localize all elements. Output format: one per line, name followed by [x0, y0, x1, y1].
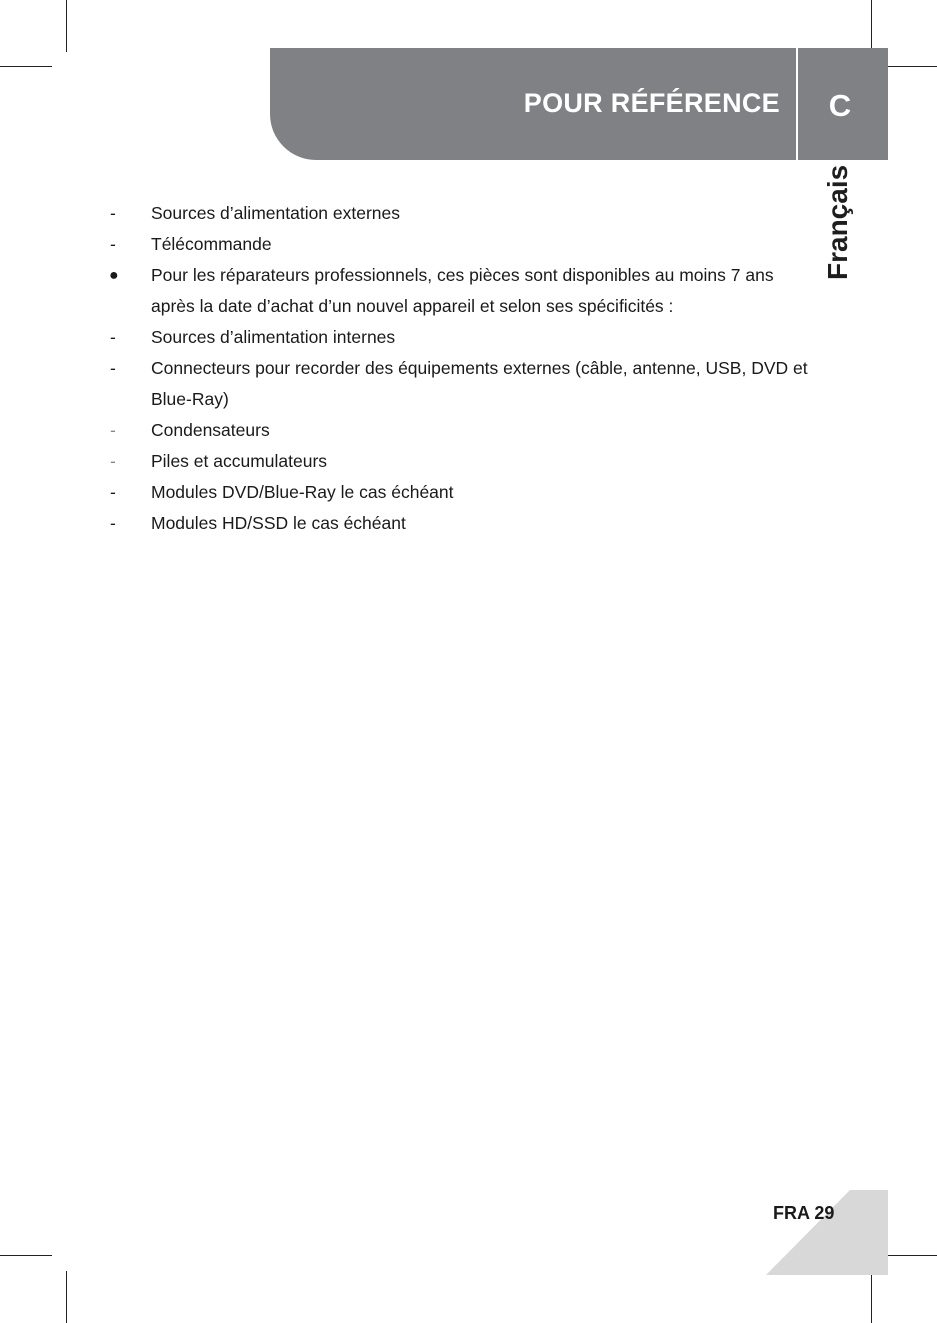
crop-mark [885, 1255, 937, 1256]
language-label: Français [822, 164, 853, 280]
list-item [0, 353, 937, 415]
list-marker: - [110, 513, 116, 533]
list-item [0, 260, 937, 322]
list-item [0, 198, 937, 229]
section-tab [798, 48, 888, 160]
list-marker: - [110, 234, 116, 254]
list-item [0, 446, 937, 477]
page-number: FRA 29 [773, 1203, 835, 1223]
crop-mark [66, 1271, 67, 1323]
list-marker: - [110, 420, 116, 440]
header-band [270, 48, 796, 160]
crop-mark [66, 0, 67, 52]
list-item-text: Modules HD/SSD le cas échéant [151, 513, 406, 533]
list-marker: - [110, 203, 116, 223]
list-marker: - [110, 358, 116, 378]
list-item [0, 508, 937, 539]
page-title: POUR RÉFÉRENCE [523, 88, 780, 118]
section-letter: C [828, 88, 852, 123]
list-item-text: Connecteurs pour recorder des équipements externes (câble, antenne, USB, DVD et Blue-Ray) [151, 358, 808, 409]
list-item-text: Condensateurs [151, 420, 270, 440]
crop-mark [871, 1271, 872, 1323]
list-item [0, 322, 937, 353]
list-marker: - [110, 327, 116, 347]
list-item-text: Sources d’alimentation externes [151, 203, 401, 223]
crop-mark [0, 66, 52, 67]
list-item [0, 415, 937, 446]
list-item-text: Télécommande [151, 234, 272, 254]
crop-mark [0, 1255, 52, 1256]
list-item-text: Sources d’alimentation internes [151, 327, 396, 347]
list-item-text: Pour les réparateurs professionnels, ces pièces sont disponibles au moins 7 ans après la date d’achat d’un nouvel appareil et selon ses spécificités : [151, 265, 774, 316]
list-item [0, 477, 937, 508]
list-marker: - [110, 482, 116, 502]
list-marker: - [110, 451, 116, 471]
crop-mark [885, 66, 937, 67]
list-item [0, 229, 937, 260]
reference-list [0, 198, 937, 539]
list-item-text: Piles et accumulateurs [151, 451, 328, 471]
list-item-text: Modules DVD/Blue-Ray le cas échéant [151, 482, 454, 502]
list-marker: ● [109, 267, 119, 284]
crop-mark [871, 0, 872, 52]
